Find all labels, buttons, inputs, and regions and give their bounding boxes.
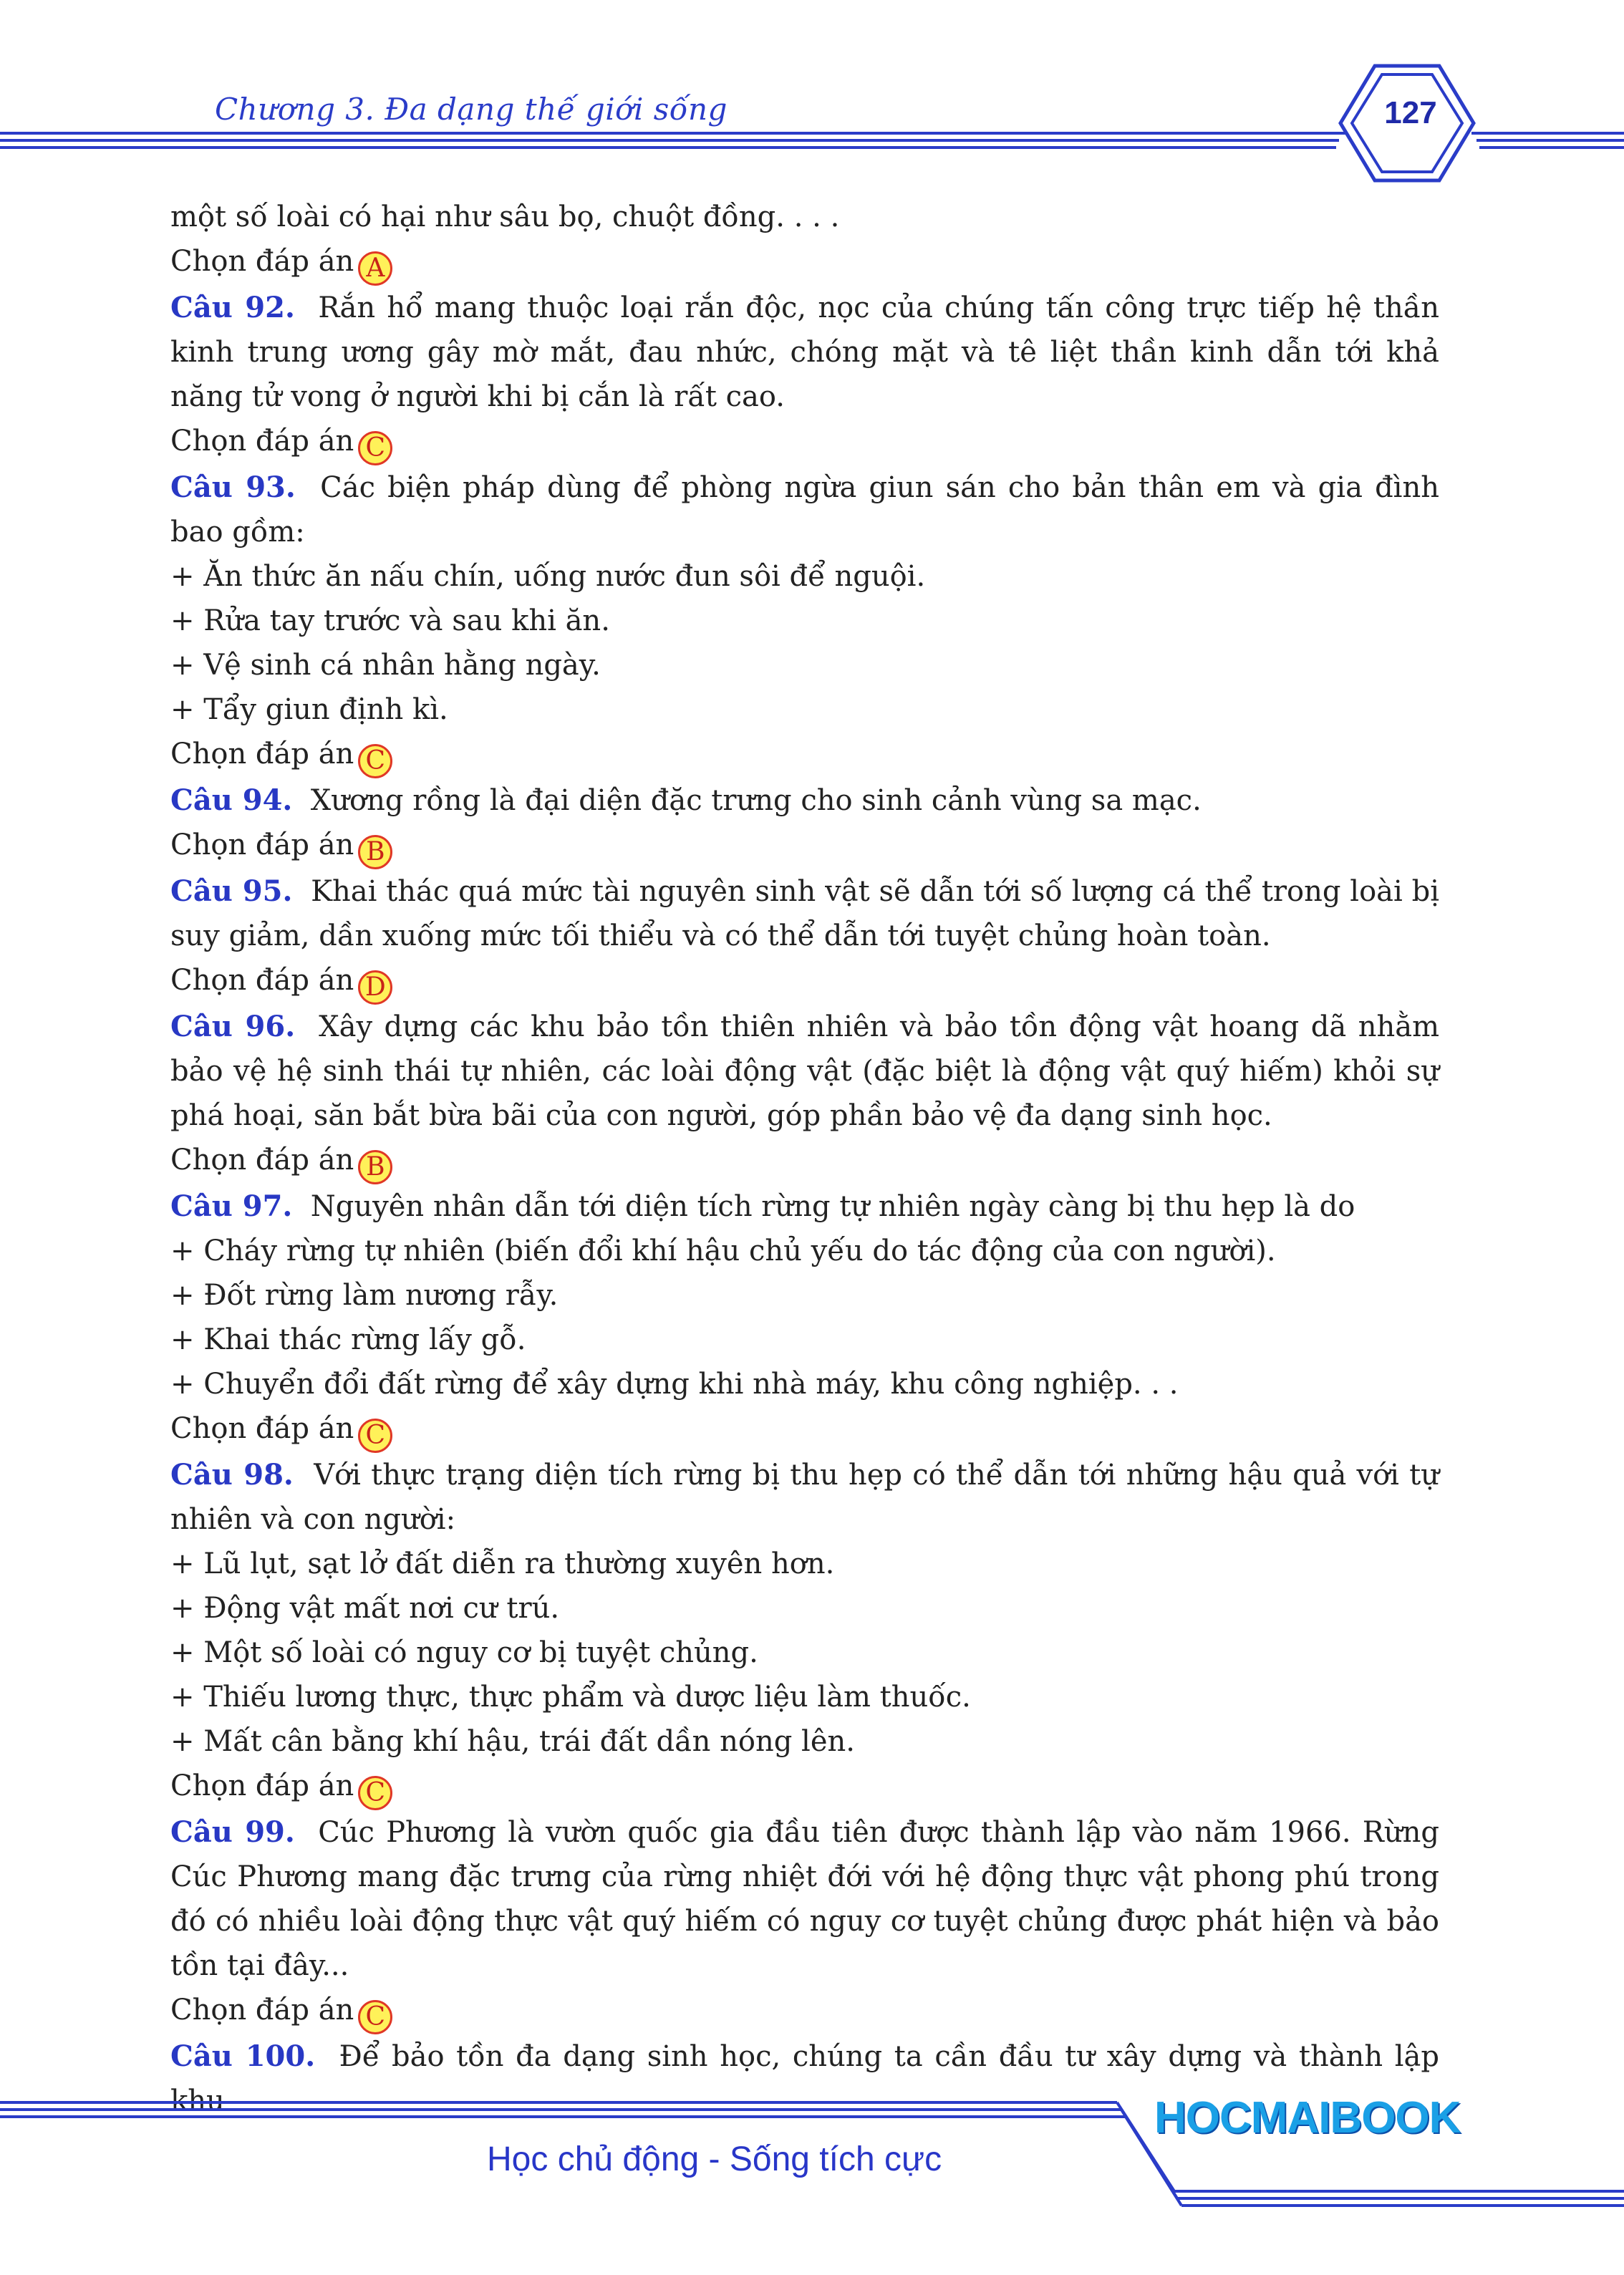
question-text: Xây dựng các khu bảo tồn thiên nhiên và bảo tồn động vật hoang dã nhằm bảo vệ hệ sinh thái tự nhiên, các loài động vật (đặc biệt là động vật quý hiếm) khỏi sự phá hoại, săn bắt bừa bãi của con người, góp phần bảo vệ đa dạng sinh học. (170, 1010, 1439, 1132)
text-line: + Ăn thức ăn nấu chín, uống nước đun sôi để nguội. (170, 560, 926, 593)
question-paragraph (170, 465, 1439, 554)
text-line: + Vệ sinh cá nhân hằng ngày. (170, 649, 601, 682)
text-line: + Tẩy giun định kì. (170, 693, 448, 726)
question-number: Câu 99. (170, 1815, 295, 1849)
question-paragraph (170, 286, 1439, 419)
question-text: Cúc Phương là vườn quốc gia đầu tiên được thành lập vào năm 1966. Rừng Cúc Phương mang đặc trưng của rừng nhiệt đới với hệ động thực vật phong phú trong đó có nhiều loài động thực vật quý hiếm có nguy cơ tuyệt chủng được phát hiện và bảo tồn tại đây... (170, 1816, 1439, 1982)
answer-circle: A (358, 251, 392, 286)
question-number: Câu 96. (170, 1010, 296, 1043)
question-number: Câu 95. (170, 874, 293, 908)
question-paragraph (170, 1453, 1439, 1542)
answer-line (170, 239, 1439, 286)
text-line: + Thiếu lương thực, thực phẩm và dược liệu làm thuốc. (170, 1681, 971, 1714)
question-number: Câu 100. (170, 2039, 316, 2073)
question-number: Câu 97. (170, 1189, 293, 1223)
answer-circle: B (358, 1150, 392, 1184)
question-number: Câu 94. (170, 783, 293, 817)
answer-label: Chọn đáp án (170, 1144, 354, 1177)
answer-line (170, 1138, 1439, 1184)
answer-label: Chọn đáp án (170, 1769, 354, 1802)
answer-label: Chọn đáp án (170, 829, 354, 861)
answer-circle: C (358, 1776, 392, 1810)
text-line: + Một số loài có nguy cơ bị tuyệt chủng. (170, 1636, 758, 1669)
question-paragraph (170, 1184, 1439, 1229)
answer-line (170, 732, 1439, 778)
answer-line (170, 823, 1439, 869)
answer-line (170, 1988, 1439, 2034)
chapter-title: Chương 3. Đa dạng thế giới sống (215, 92, 728, 127)
text-line: + Cháy rừng tự nhiên (biến đổi khí hậu chủ yếu do tác động của con người). (170, 1235, 1276, 1267)
answer-circle: C (358, 431, 392, 465)
answer-circle: C (358, 2000, 392, 2034)
question-text: Khai thác quá mức tài nguyên sinh vật sẽ dẫn tới số lượng cá thể trong loài bị suy giảm, dần xuống mức tối thiểu và có thể dẫn tới tuyệt chủng hoàn toàn. (170, 875, 1440, 952)
page-number: 127 (1384, 95, 1437, 130)
footer-slogan: Học chủ động - Sống tích cực (487, 2140, 942, 2178)
question-number: Câu 92. (170, 291, 295, 324)
question-paragraph (170, 1810, 1439, 1988)
question-number: Câu 98. (170, 1458, 294, 1492)
question-text: Nguyên nhân dẫn tới diện tích rừng tự nhiên ngày càng bị thu hẹp là do (310, 1190, 1355, 1223)
question-paragraph (170, 869, 1439, 958)
text-line: + Đốt rừng làm nương rẫy. (170, 1279, 559, 1312)
text-line: + Chuyển đổi đất rừng để xây dựng khi nhà máy, khu công nghiệp. . . (170, 1368, 1179, 1401)
answer-line (170, 958, 1439, 1005)
question-number: Câu 93. (170, 470, 296, 504)
text-line: + Lũ lụt, sạt lở đất diễn ra thường xuyên hơn. (170, 1547, 835, 1580)
question-text: Các biện pháp dùng để phòng ngừa giun sán cho bản thân em và gia đình bao gồm: (170, 471, 1439, 549)
answer-circle: C (358, 744, 392, 778)
text-line: + Động vật mất nơi cư trú. (170, 1592, 560, 1625)
answer-line (170, 419, 1439, 465)
answer-circle: D (358, 970, 392, 1005)
answer-circle: B (358, 835, 392, 869)
answer-circle: C (358, 1419, 392, 1453)
brand-logo: HOCMAIBOOK (1154, 2093, 1461, 2143)
answer-label: Chọn đáp án (170, 964, 354, 997)
text-line: + Rửa tay trước và sau khi ăn. (170, 604, 610, 637)
answer-line (170, 1764, 1439, 1810)
text-line: + Khai thác rừng lấy gỗ. (170, 1323, 526, 1356)
answer-label: Chọn đáp án (170, 738, 354, 771)
question-text: Xương rồng là đại diện đặc trưng cho sinh cảnh vùng sa mạc. (310, 784, 1202, 817)
answer-label: Chọn đáp án (170, 1994, 354, 2027)
question-paragraph (170, 778, 1439, 823)
question-text: Rắn hổ mang thuộc loại rắn độc, nọc của chúng tấn công trực tiếp hệ thần kinh trung ương gây mờ mắt, đau nhức, chóng mặt và tê liệt thần kinh dẫn tới khả năng tử vong ở người khi bị cắn là rất cao. (170, 291, 1440, 413)
answer-label: Chọn đáp án (170, 1412, 354, 1445)
main-content (170, 195, 1439, 2123)
text-line: một số loài có hại như sâu bọ, chuột đồng. . . . (170, 201, 840, 233)
answer-line (170, 1406, 1439, 1453)
question-text: Để bảo tồn đa dạng sinh học, chúng ta cần đầu tư xây dựng và thành lập khu (170, 2040, 1439, 2117)
text-line: + Mất cân bằng khí hậu, trái đất dần nóng lên. (170, 1725, 855, 1758)
answer-label: Chọn đáp án (170, 425, 354, 458)
question-paragraph (170, 1005, 1439, 1138)
question-text: Với thực trạng diện tích rừng bị thu hẹp có thể dẫn tới những hậu quả với tự nhiên và con người: (170, 1459, 1439, 1536)
answer-label: Chọn đáp án (170, 245, 354, 278)
